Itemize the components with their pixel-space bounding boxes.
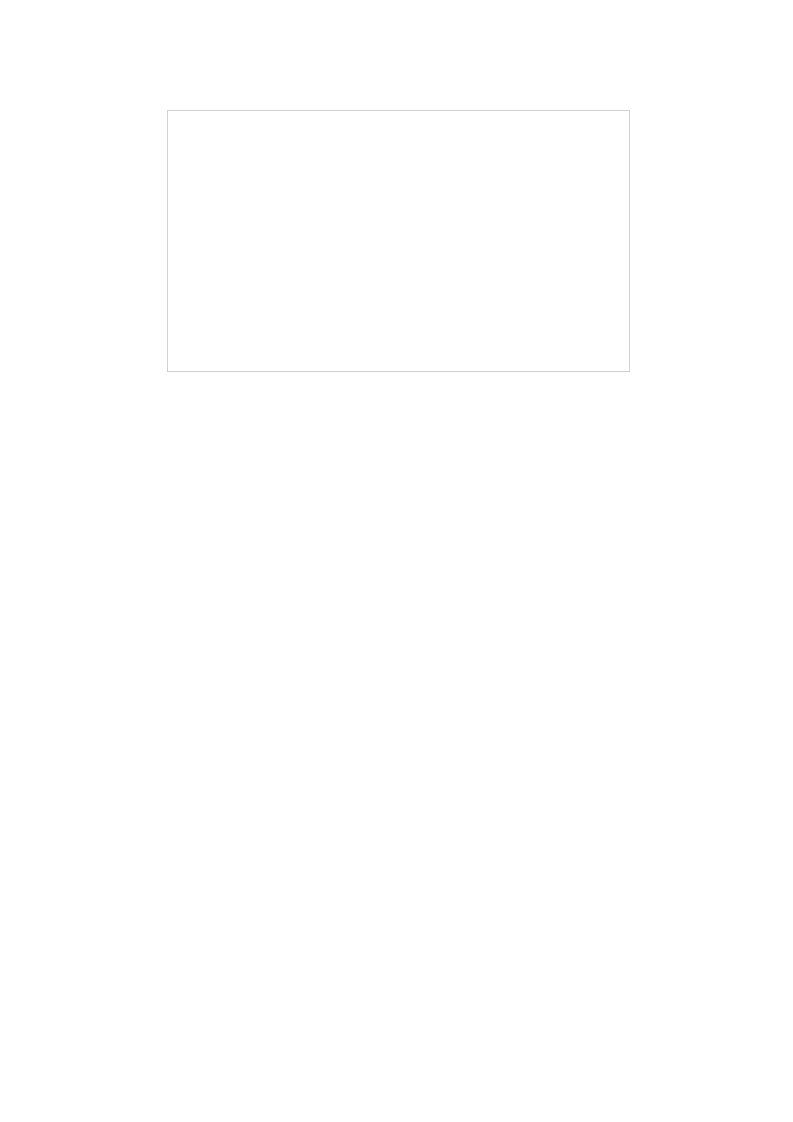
bar-chart [168, 111, 631, 373]
chart-container [167, 110, 630, 372]
